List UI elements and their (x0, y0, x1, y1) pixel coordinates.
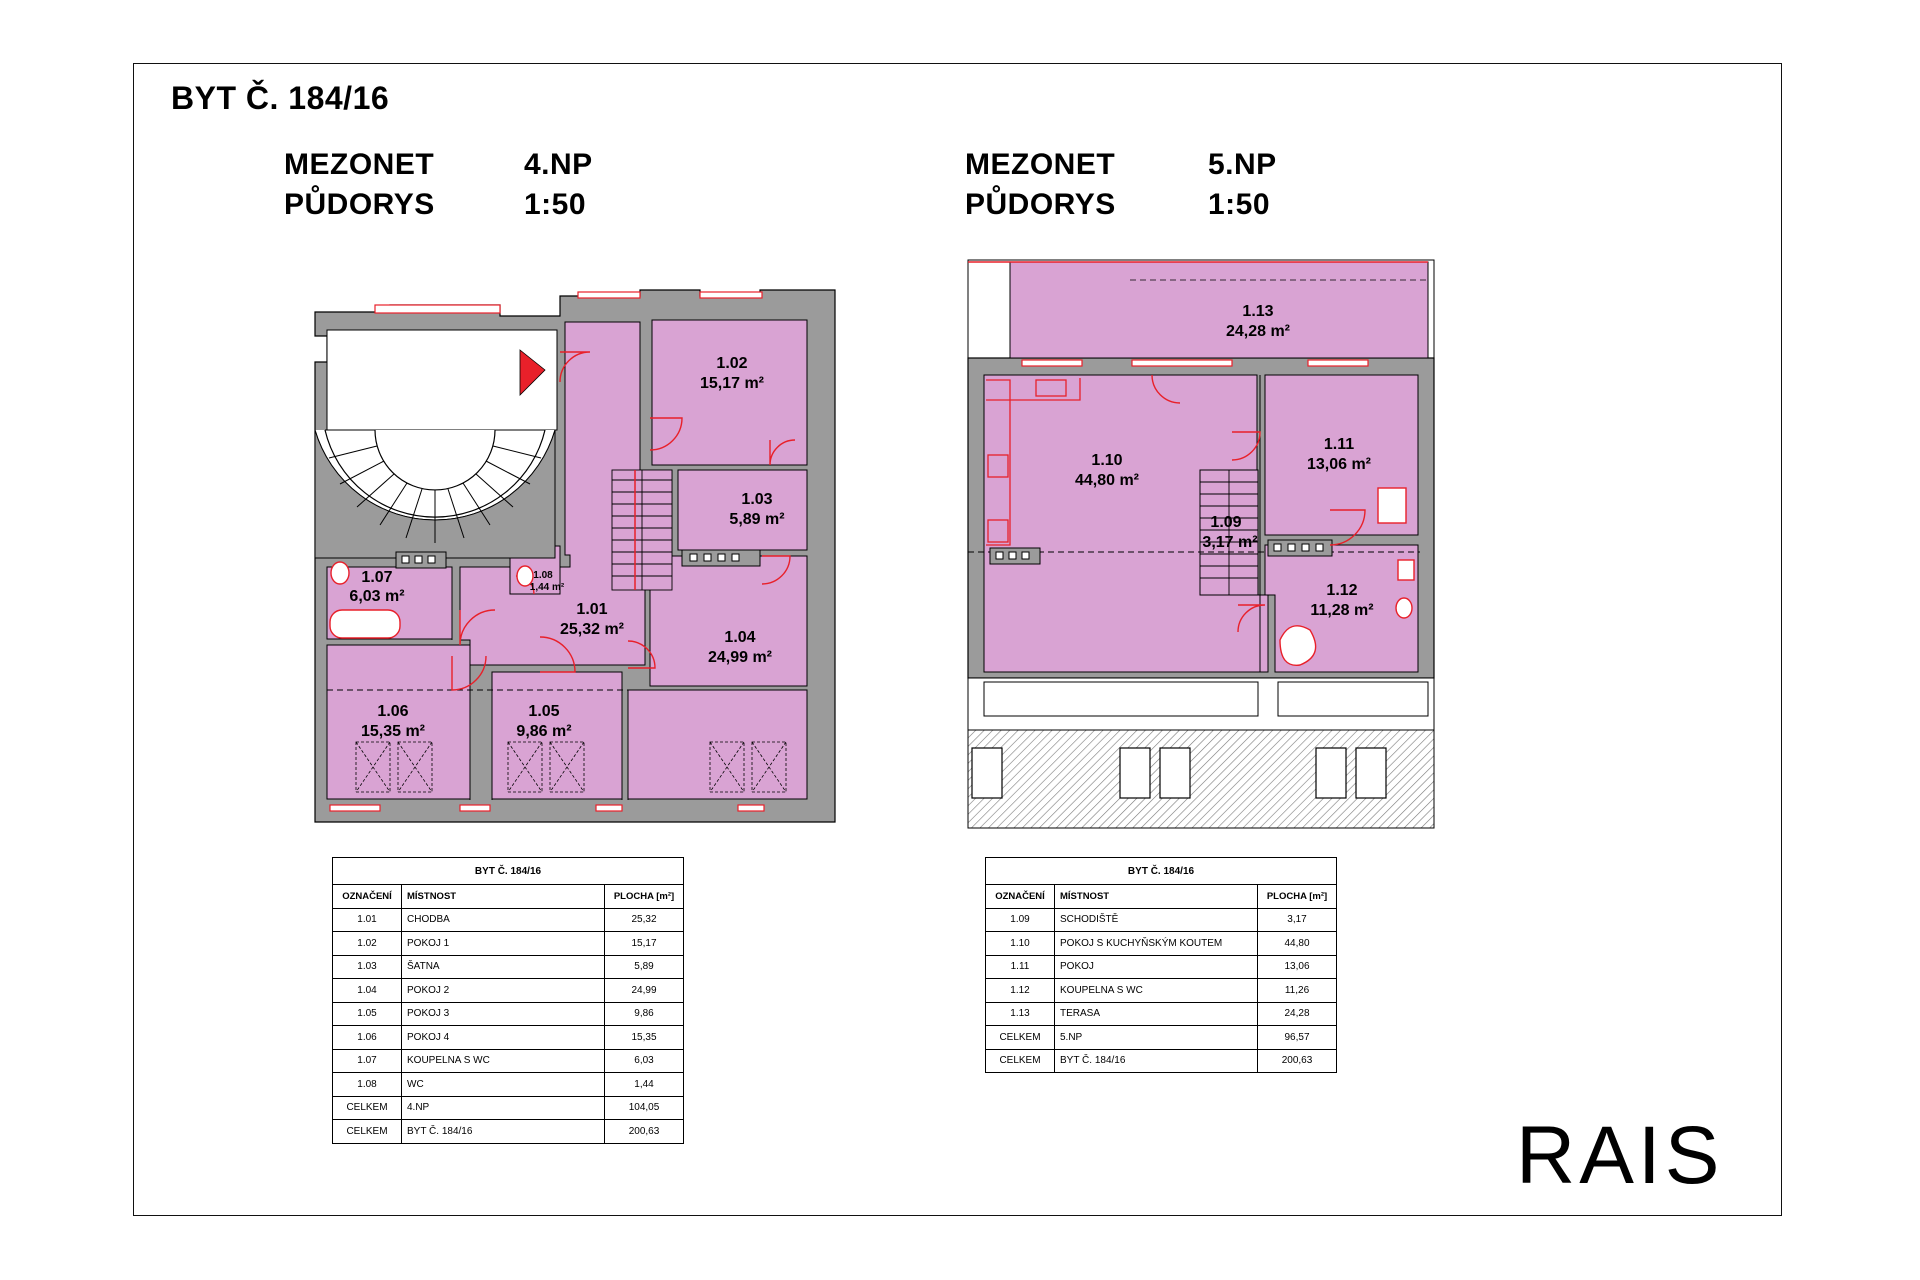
label-1-02-id: 1.02 (716, 355, 748, 372)
row-area: 24,28 (1258, 1002, 1337, 1026)
table5-header-code: OZNAČENÍ (986, 885, 1055, 909)
row-room: POKOJ (1055, 955, 1258, 979)
label-1-11-id: 1.11 (1323, 436, 1355, 453)
table-row (986, 1049, 1337, 1073)
table-row (986, 979, 1337, 1003)
label-1-11-area: 13,06 m² (1306, 456, 1372, 473)
label-1-10-area: 44,80 m² (1074, 472, 1140, 489)
table4-header-code: OZNAČENÍ (333, 885, 402, 909)
label-1-09-id: 1.09 (1210, 514, 1242, 531)
table-row (333, 1026, 684, 1050)
shower-5np (1378, 488, 1406, 523)
row-area: 15,17 (605, 932, 684, 956)
row-room: KOUPELNA S WC (402, 1049, 605, 1073)
row-room: POKOJ 4 (402, 1026, 605, 1050)
rais-logo: RAIS (1516, 1110, 1724, 1201)
table5-header-room: MÍSTNOST (1055, 885, 1258, 909)
table-row (333, 1049, 684, 1073)
floor4-plan-label: PŮDORYS (284, 188, 435, 221)
sheet-title: BYT Č. 184/16 (171, 80, 390, 116)
room-1-13 (1010, 262, 1428, 358)
table4-header-area: PLOCHA [m²] (605, 885, 684, 909)
row-code: 1.05 (333, 1002, 402, 1026)
row-code: CELKEM (986, 1049, 1055, 1073)
table4-body (333, 908, 684, 1143)
row-code: 1.12 (986, 979, 1055, 1003)
row-room: ŠATNA (402, 955, 605, 979)
table-row (986, 955, 1337, 979)
row-room: TERASA (1055, 1002, 1258, 1026)
row-room: POKOJ 3 (402, 1002, 605, 1026)
corner-bathtub (1280, 626, 1316, 666)
label-1-03-id: 1.03 (741, 491, 773, 508)
table-row (333, 955, 684, 979)
row-area: 200,63 (1258, 1049, 1337, 1073)
row-code: 1.02 (333, 932, 402, 956)
table4-header-room: MÍSTNOST (402, 885, 605, 909)
floor5-plan-label: PŮDORYS (965, 188, 1116, 221)
row-area: 1,44 (605, 1073, 684, 1097)
row-room: 5.NP (1055, 1026, 1258, 1050)
toilet-5np (1396, 598, 1412, 618)
row-area: 6,03 (605, 1049, 684, 1073)
row-code: 1.03 (333, 955, 402, 979)
floor5-roof (968, 730, 1434, 828)
row-code: 1.04 (333, 979, 402, 1003)
row-area: 24,99 (605, 979, 684, 1003)
row-area: 104,05 (605, 1096, 684, 1120)
table5-caption: BYT Č. 184/16 (986, 858, 1337, 885)
row-code: 1.09 (986, 908, 1055, 932)
row-code: 1.10 (986, 932, 1055, 956)
label-1-05-area: 9,86 m² (516, 723, 572, 740)
row-room: 4.NP (402, 1096, 605, 1120)
area-table-4np (332, 857, 684, 1144)
floor5-windows (1022, 360, 1368, 366)
row-area: 96,57 (1258, 1026, 1337, 1050)
table-row (333, 979, 684, 1003)
row-area: 15,35 (605, 1026, 684, 1050)
row-area: 44,80 (1258, 932, 1337, 956)
row-code: CELKEM (986, 1026, 1055, 1050)
label-1-10-id: 1.10 (1091, 452, 1123, 469)
label-1-13-area: 24,28 m² (1225, 323, 1291, 340)
label-1-12-id: 1.12 (1326, 582, 1358, 599)
sink-5np (1398, 560, 1414, 580)
row-code: 1.08 (333, 1073, 402, 1097)
table-row (333, 1096, 684, 1120)
row-room: WC (402, 1073, 605, 1097)
row-area: 9,86 (605, 1002, 684, 1026)
row-area: 11,26 (1258, 979, 1337, 1003)
row-code: 1.11 (986, 955, 1055, 979)
label-1-01-id: 1.01 (576, 601, 608, 618)
floor5-type-label: MEZONET (965, 148, 1116, 181)
row-area: 200,63 (605, 1120, 684, 1144)
row-room: POKOJ 2 (402, 979, 605, 1003)
row-code: 1.13 (986, 1002, 1055, 1026)
table4-caption: BYT Č. 184/16 (333, 858, 684, 885)
label-1-13-id: 1.13 (1242, 303, 1274, 320)
table-row (333, 1073, 684, 1097)
label-1-08-area: 1,44 m² (529, 582, 565, 593)
floor5-balcony-boxes (984, 682, 1428, 716)
floor4-type-label: MEZONET (284, 148, 435, 181)
label-1-06-id: 1.06 (377, 703, 409, 720)
floor5-scale-label: 1:50 (1208, 188, 1271, 221)
floor4-scale-label: 1:50 (524, 188, 587, 221)
label-1-07-area: 6,03 m² (349, 588, 405, 605)
label-1-04-area: 24,99 m² (707, 649, 773, 666)
label-1-07-id: 1.07 (361, 569, 393, 586)
row-room: POKOJ S KUCHYŇSKÝM KOUTEM (1055, 932, 1258, 956)
table-row (986, 1002, 1337, 1026)
row-area: 25,32 (605, 908, 684, 932)
label-1-09-area: 3,17 m² (1202, 534, 1258, 551)
row-code: 1.06 (333, 1026, 402, 1050)
table5-header-area: PLOCHA [m²] (1258, 885, 1337, 909)
table5-body (986, 908, 1337, 1073)
table-row (333, 1002, 684, 1026)
label-1-04-id: 1.04 (724, 629, 756, 646)
label-1-06-area: 15,35 m² (360, 723, 426, 740)
row-code: 1.01 (333, 908, 402, 932)
floor5-level-label: 5.NP (1208, 148, 1277, 181)
row-code: CELKEM (333, 1120, 402, 1144)
table-row (986, 1026, 1337, 1050)
table-row (333, 908, 684, 932)
floor5-rooms (984, 375, 1418, 672)
table-row (986, 908, 1337, 932)
floor4-level-label: 4.NP (524, 148, 593, 181)
label-1-12-area: 11,28 m² (1310, 602, 1374, 619)
table-row (333, 932, 684, 956)
row-area: 3,17 (1258, 908, 1337, 932)
table-row (986, 932, 1337, 956)
row-room: KOUPELNA S WC (1055, 979, 1258, 1003)
row-room: SCHODIŠTĚ (1055, 908, 1258, 932)
label-1-08-id: 1.08 (533, 570, 553, 581)
table-row (333, 1120, 684, 1144)
row-code: CELKEM (333, 1096, 402, 1120)
row-code: 1.07 (333, 1049, 402, 1073)
label-1-01-area: 25,32 m² (559, 621, 625, 638)
row-room: POKOJ 1 (402, 932, 605, 956)
row-room: CHODBA (402, 908, 605, 932)
label-1-02-area: 15,17 m² (699, 375, 765, 392)
area-table-5np (985, 857, 1337, 1073)
row-area: 5,89 (605, 955, 684, 979)
row-room: BYT Č. 184/16 (1055, 1049, 1258, 1073)
row-room: BYT Č. 184/16 (402, 1120, 605, 1144)
label-1-03-area: 5,89 m² (729, 511, 785, 528)
label-1-05-id: 1.05 (528, 703, 560, 720)
row-area: 13,06 (1258, 955, 1337, 979)
